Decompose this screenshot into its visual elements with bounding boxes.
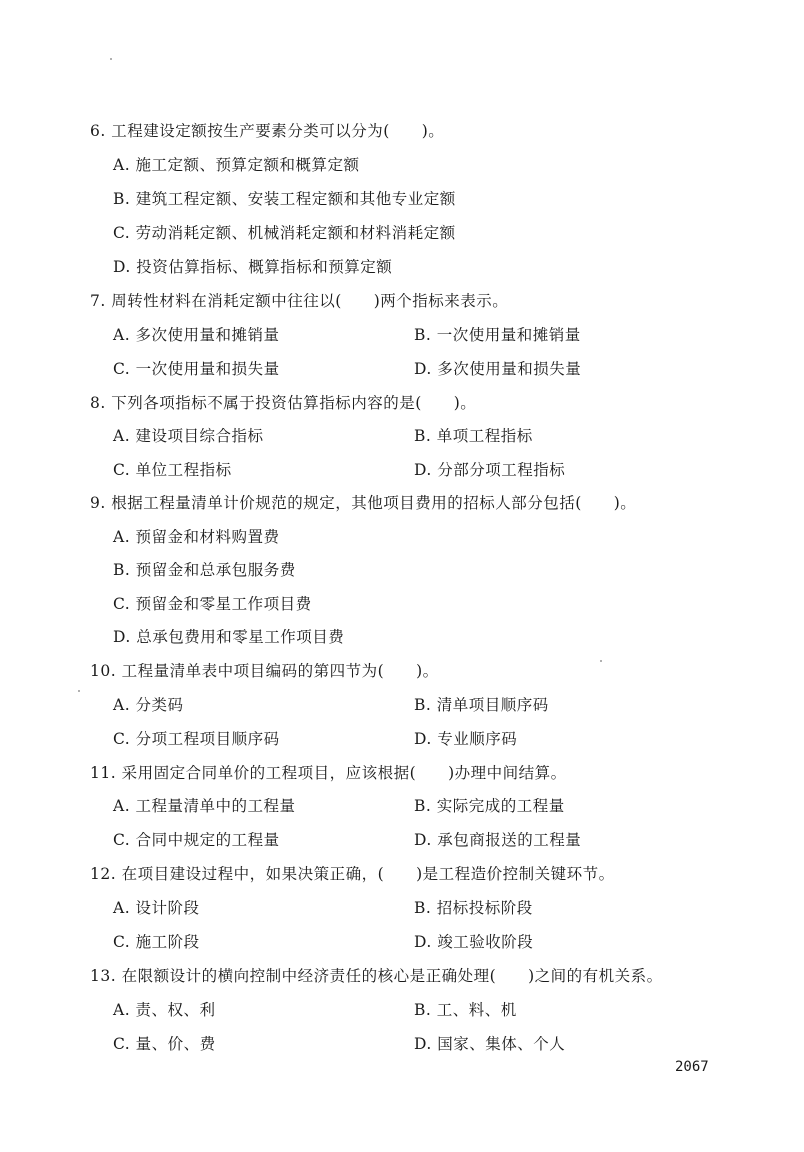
question-10-option-b: B. 清单项目顺序码 [414, 696, 549, 714]
question-7-option-a: A. 多次使用量和摊销量 [113, 326, 280, 344]
question-6-option-c: C. 劳动消耗定额、机械消耗定额和材料消耗定额 [113, 224, 456, 242]
question-8-option-b: B. 单项工程指标 [414, 427, 533, 445]
question-13-option-c: C. 量、价、费 [113, 1035, 216, 1053]
scan-speck [78, 690, 80, 692]
scan-speck [600, 660, 602, 662]
question-9-option-b: B. 预留金和总承包服务费 [113, 561, 296, 579]
question-12-stem: 12. 在项目建设过程中，如果决策正确，( )是工程造价控制关键环节。 [90, 865, 615, 883]
question-12-option-d: D. 竣工验收阶段 [414, 933, 534, 951]
question-7-stem: 7. 周转性材料在消耗定额中往往以( )两个指标来表示。 [90, 292, 509, 310]
page-number: 2067 [675, 1059, 709, 1075]
question-12-option-a: A. 设计阶段 [113, 899, 200, 917]
question-11-option-c: C. 合同中规定的工程量 [113, 831, 280, 849]
question-10-stem: 10. 工程量清单表中项目编码的第四节为( )。 [90, 662, 439, 680]
question-10-option-c: C. 分项工程项目顺序码 [113, 730, 280, 748]
question-7-option-b: B. 一次使用量和摊销量 [414, 326, 581, 344]
question-8-option-d: D. 分部分项工程指标 [414, 461, 566, 479]
question-11-option-d: D. 承包商报送的工程量 [414, 831, 582, 849]
question-13-stem: 13. 在限额设计的横向控制中经济责任的核心是正确处理( )之间的有机关系。 [90, 967, 663, 985]
question-11-stem: 11. 采用固定合同单价的工程项目，应该根据( )办理中间结算。 [90, 764, 567, 782]
question-12-option-b: B. 招标投标阶段 [414, 899, 533, 917]
question-6-option-a: A. 施工定额、预算定额和概算定额 [113, 156, 360, 174]
question-11-option-b: B. 实际完成的工程量 [414, 797, 565, 815]
question-9-option-d: D. 总承包费用和零星工作项目费 [113, 628, 345, 646]
question-6-stem: 6. 工程建设定额按生产要素分类可以分为( )。 [90, 122, 445, 140]
question-6-option-d: D. 投资估算指标、概算指标和预算定额 [113, 258, 393, 276]
question-13-option-d: D. 国家、集体、个人 [414, 1035, 566, 1053]
question-9-option-a: A. 预留金和材料购置费 [113, 528, 280, 546]
question-8-option-a: A. 建设项目综合指标 [113, 427, 264, 445]
question-13-option-b: B. 工、料、机 [414, 1001, 517, 1019]
question-11-option-a: A. 工程量清单中的工程量 [113, 797, 296, 815]
question-13-option-a: A. 责、权、利 [113, 1001, 216, 1019]
question-10-option-d: D. 专业顺序码 [414, 730, 518, 748]
scan-speck [110, 58, 112, 60]
question-8-stem: 8. 下列各项指标不属于投资估算指标内容的是( )。 [90, 394, 477, 412]
question-7-option-c: C. 一次使用量和损失量 [113, 360, 280, 378]
question-9-option-c: C. 预留金和零星工作项目费 [113, 595, 312, 613]
question-12-option-c: C. 施工阶段 [113, 933, 200, 951]
question-6-option-b: B. 建筑工程定额、安装工程定额和其他专业定额 [113, 190, 456, 208]
question-7-option-d: D. 多次使用量和损失量 [414, 360, 582, 378]
question-10-option-a: A. 分类码 [113, 696, 184, 714]
question-9-stem: 9. 根据工程量清单计价规范的规定，其他项目费用的招标人部分包括( )。 [90, 494, 637, 512]
question-8-option-c: C. 单位工程指标 [113, 461, 232, 479]
